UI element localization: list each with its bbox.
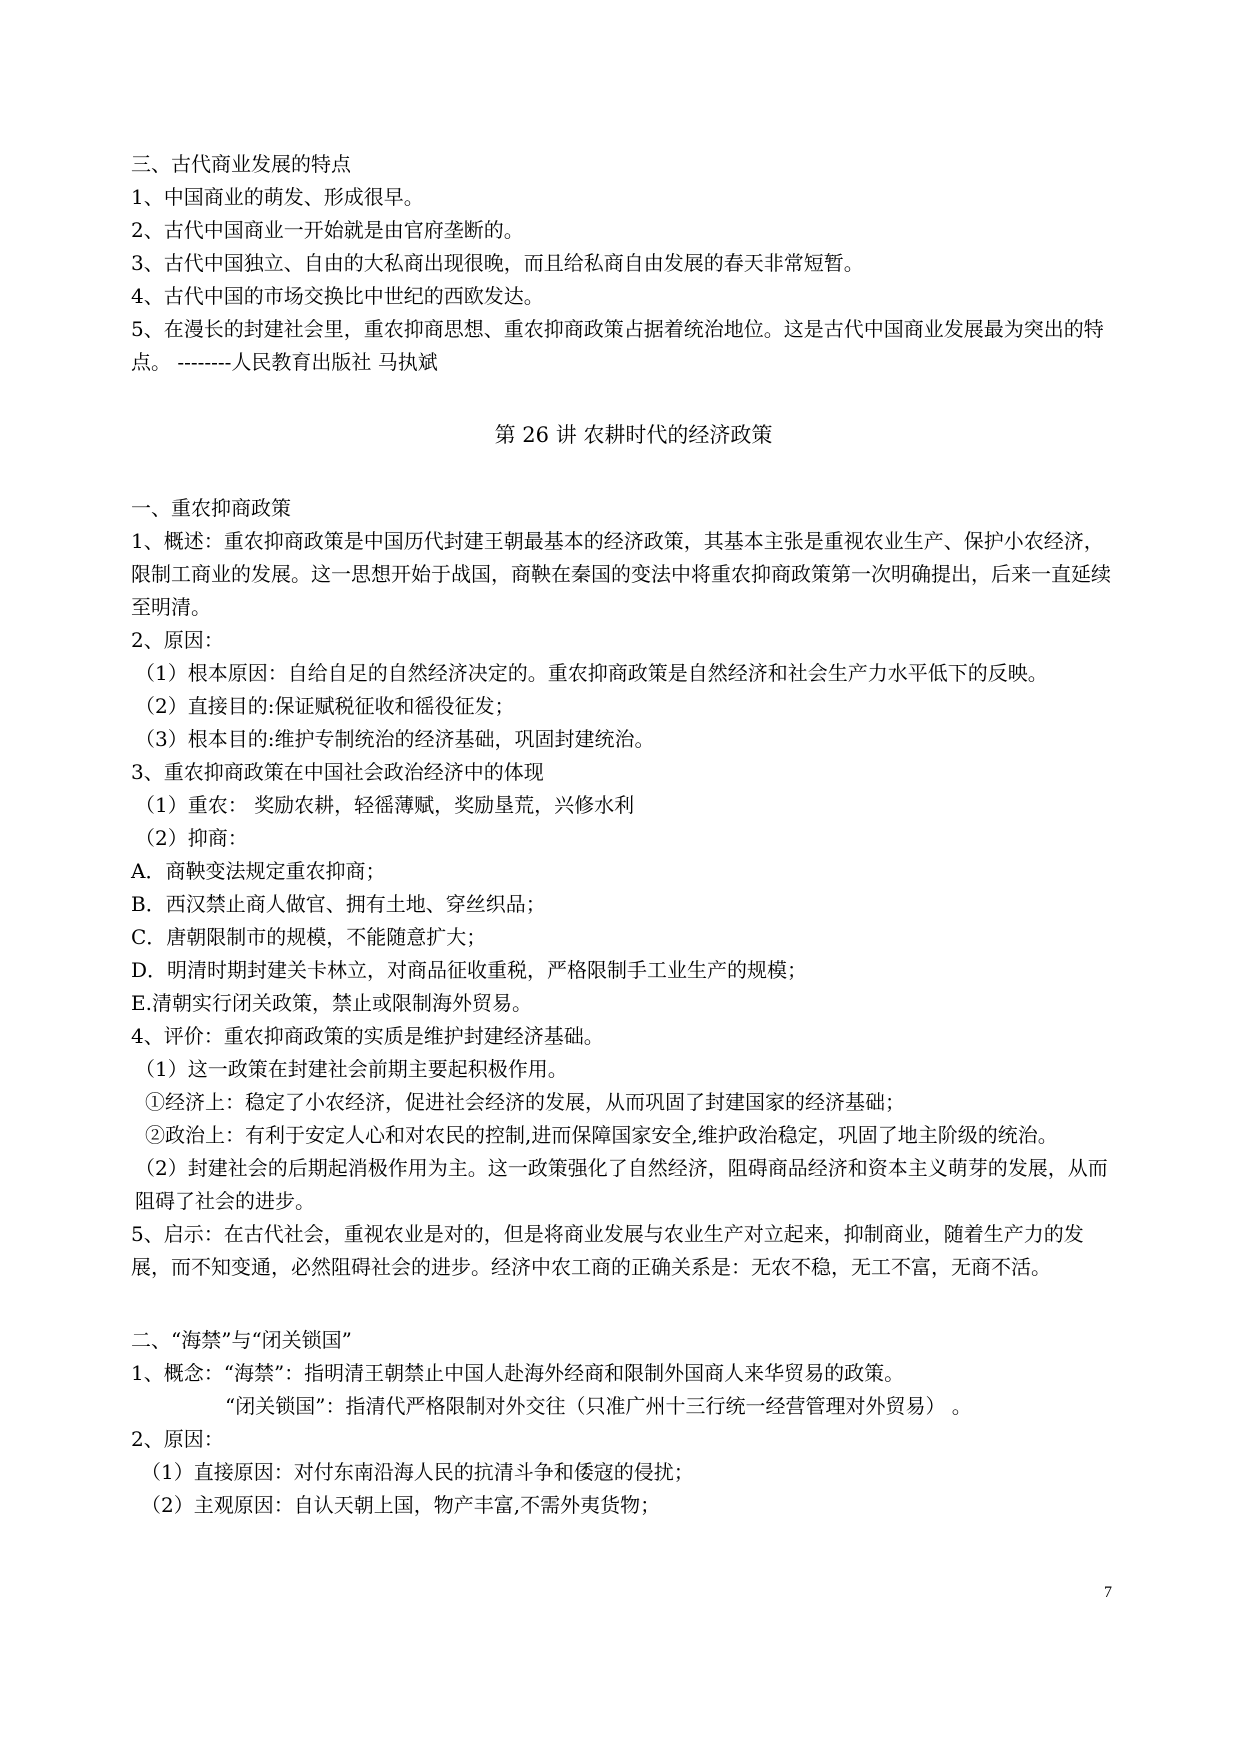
document-body: [131, 148, 1116, 1522]
paragraph: “闭关锁国”：指清代严格限制对外交往（只准广州十三行统一经营管理对外贸易） 。: [225, 1394, 972, 1418]
spacer: [131, 1284, 1116, 1324]
paragraph: 5、启示：在古代社会，重视农业是对的，但是将商业发展与农业生产对立起来，抑制商业，随着生产力的发展，而不知变通，必然阻碍社会的进步。经济中农工商的正确关系是：无农不稳，无工不富，无商不活。: [131, 1222, 1084, 1279]
list-item: 3、古代中国独立、自由的大私商出现很晚，而且给私商自由发展的春天非常短暂。: [131, 251, 864, 275]
sub-item: （2）抑商：: [135, 826, 248, 850]
list-item: A．商鞅变法规定重农抑商；: [131, 859, 386, 883]
paragraph: 2、原因：: [131, 628, 224, 652]
sub-item: ①经济上：稳定了小农经济，促进社会经济的发展，从而巩固了封建国家的经济基础；: [145, 1090, 905, 1114]
page-number: 7: [1104, 1584, 1112, 1601]
lecture-title: 第 26 讲 农耕时代的经济政策: [494, 423, 773, 447]
section-heading: 一、重农抑商政策: [131, 496, 291, 520]
section-heading: 三、古代商业发展的特点: [131, 152, 351, 176]
sub-item: （3）根本目的:维护专制统治的经济基础，巩固封建统治。: [135, 727, 655, 751]
spacer: [131, 379, 1116, 419]
list-item: B．西汉禁止商人做官、拥有土地、穿丝织品；: [131, 892, 546, 916]
list-item: 5、在漫长的封建社会里，重农抑商思想、重农抑商政策占据着统治地位。这是古代中国商业发展最为突出的特点。 --------人民教育出版社 马执斌: [131, 317, 1104, 374]
paragraph: 3、重农抑商政策在中国社会政治经济中的体现: [131, 760, 544, 784]
sub-item: ②政治上：有利于安定人心和对农民的控制,进而保障国家安全,维护政治稳定，巩固了地主阶级的统治。: [145, 1123, 1058, 1147]
spacer: [131, 452, 1116, 492]
sub-item: （2）直接目的:保证赋税征收和徭役征发；: [135, 694, 515, 718]
list-item: C．唐朝限制市的规模，不能随意扩大；: [131, 925, 487, 949]
list-item: 2、古代中国商业一开始就是由官府垄断的。: [131, 218, 524, 242]
paragraph: 2、原因：: [131, 1427, 224, 1451]
list-item: E.清朝实行闭关政策，禁止或限制海外贸易。: [131, 991, 532, 1015]
paragraph: 1、概述：重农抑商政策是中国历代封建王朝最基本的经济政策，其基本主张是重视农业生产、保护小农经济，限制工商业的发展。这一思想开始于战国，商鞅在秦国的变法中将重农抑商政策第一次明确提出，后来一直延续至明清。: [131, 529, 1111, 619]
sub-item: （1）根本原因：自给自足的自然经济决定的。重农抑商政策是自然经济和社会生产力水平低下的反映。: [135, 661, 1048, 685]
section-heading: 二、“海禁”与“闭关锁国”: [131, 1328, 352, 1352]
paragraph: 1、概念：“海禁”：指明清王朝禁止中国人赴海外经商和限制外国商人来华贸易的政策。: [131, 1361, 905, 1385]
sub-item: （1）这一政策在封建社会前期主要起积极作用。: [135, 1057, 568, 1081]
paragraph: 4、评价：重农抑商政策的实质是维护封建经济基础。: [131, 1024, 604, 1048]
list-item: 1、中国商业的萌发、形成很早。: [131, 185, 424, 209]
sub-item: （1）直接原因：对付东南沿海人民的抗清斗争和倭寇的侵扰；: [141, 1460, 694, 1484]
list-item: 4、古代中国的市场交换比中世纪的西欧发达。: [131, 284, 544, 308]
sub-item: （1）重农： 奖励农耕，轻徭薄赋，奖励垦荒，兴修水利: [135, 793, 635, 817]
sub-item: （2）封建社会的后期起消极作用为主。这一政策强化了自然经济，阻碍商品经济和资本主义萌芽的发展，从而阻碍了社会的进步。: [135, 1156, 1108, 1213]
list-item: D．明清时期封建关卡林立，对商品征收重税，严格限制手工业生产的规模；: [131, 958, 808, 982]
sub-item: （2）主观原因：自认天朝上国，物产丰富,不需外夷货物；: [141, 1493, 661, 1517]
